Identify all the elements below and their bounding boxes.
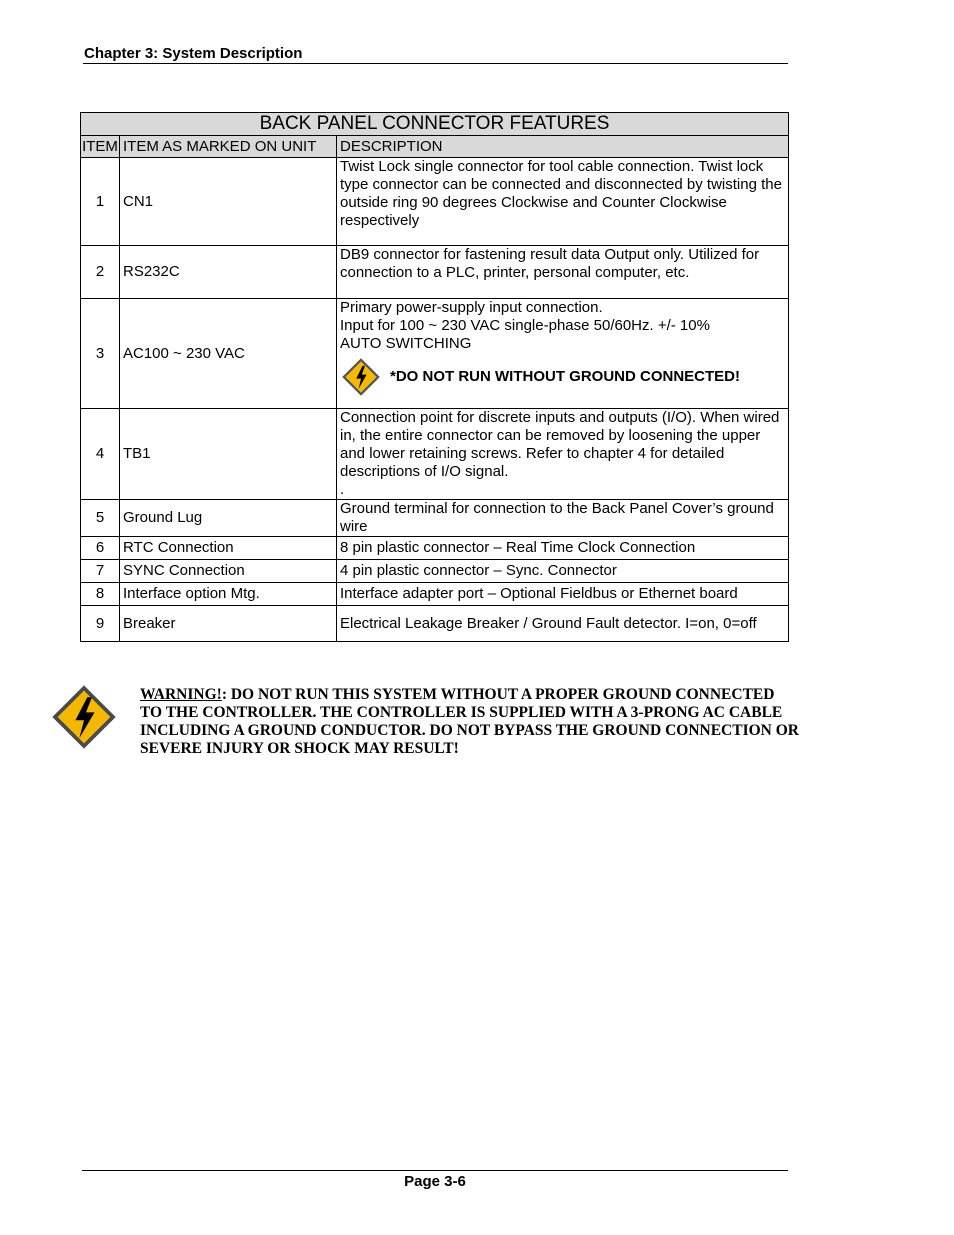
description-line: Primary power-supply input connection. bbox=[340, 299, 603, 316]
ground-warning bbox=[340, 357, 785, 397]
connector-features-table bbox=[80, 112, 789, 642]
item-number: 8 bbox=[81, 583, 120, 606]
description: Interface adapter port – Optional Fieldbus or Ethernet board bbox=[337, 583, 789, 606]
table-row bbox=[81, 409, 789, 500]
table-row bbox=[81, 606, 789, 642]
item-number: 2 bbox=[81, 246, 120, 299]
description-line: Input for 100 ~ 230 VAC single-phase 50/60Hz. +/- 10% bbox=[340, 317, 710, 334]
unit-marking: TB1 bbox=[120, 409, 337, 500]
column-header-marking: ITEM AS MARKED ON UNIT bbox=[120, 136, 337, 158]
item-number: 6 bbox=[81, 537, 120, 560]
column-header-item: ITEM bbox=[81, 136, 120, 158]
ground-warning-paragraph bbox=[140, 686, 800, 758]
ground-warning-text: *DO NOT RUN WITHOUT GROUND CONNECTED! bbox=[390, 368, 740, 385]
electrical-hazard-icon bbox=[340, 357, 382, 397]
table-row bbox=[81, 560, 789, 583]
warning-label: WARNING! bbox=[140, 686, 222, 703]
electrical-hazard-icon bbox=[51, 684, 117, 755]
description: 8 pin plastic connector – Real Time Clock Connection bbox=[337, 537, 789, 560]
item-number: 5 bbox=[81, 500, 120, 537]
unit-marking: SYNC Connection bbox=[120, 560, 337, 583]
item-number: 9 bbox=[81, 606, 120, 642]
table-row bbox=[81, 158, 789, 246]
table-row bbox=[81, 583, 789, 606]
unit-marking: Breaker bbox=[120, 606, 337, 642]
item-number: 4 bbox=[81, 409, 120, 500]
table-title: BACK PANEL CONNECTOR FEATURES bbox=[81, 113, 789, 136]
unit-marking: CN1 bbox=[120, 158, 337, 246]
description-line: AUTO SWITCHING bbox=[340, 335, 472, 352]
description: Electrical Leakage Breaker / Ground Fault detector. I=on, 0=off bbox=[337, 606, 789, 642]
unit-marking: Ground Lug bbox=[120, 500, 337, 537]
warning-text: DO NOT RUN THIS SYSTEM WITHOUT A PROPER GROUND CONNECTED TO THE CONTROLLER. THE CONTROLLER IS SUPPLIED WITH A 3-PRONG AC CABLE INCLUDING A GROUND CONDUCTOR. DO NOT BYPASS THE GROUND CONNECTION OR SEVERE INJURY OR SHOCK MAY RESULT! bbox=[140, 686, 799, 757]
warning-separator: : bbox=[221, 686, 227, 703]
description: 4 pin plastic connector – Sync. Connector bbox=[337, 560, 789, 583]
description-tail: . bbox=[340, 481, 345, 498]
item-number: 1 bbox=[81, 158, 120, 246]
table-row bbox=[81, 537, 789, 560]
unit-marking: Interface option Mtg. bbox=[120, 583, 337, 606]
item-number: 3 bbox=[81, 299, 120, 409]
unit-marking: RS232C bbox=[120, 246, 337, 299]
description-text: Connection point for discrete inputs and outputs (I/O). When wired in, the entire connector can be removed by loosening the upper and lower retaining screws. Refer to chapter 4 for detailed descriptions of I/O signal. bbox=[340, 409, 780, 480]
page-footer bbox=[82, 1170, 788, 1190]
item-number: 7 bbox=[81, 560, 120, 583]
table-row bbox=[81, 299, 789, 409]
unit-marking: RTC Connection bbox=[120, 537, 337, 560]
description: DB9 connector for fastening result data Output only. Utilized for connection to a PLC, printer, personal computer, etc. bbox=[337, 246, 789, 299]
page-number: Page 3-6 bbox=[404, 1173, 466, 1190]
unit-marking: AC100 ~ 230 VAC bbox=[120, 299, 337, 409]
table-row bbox=[81, 500, 789, 537]
chapter-title: Chapter 3: System Description bbox=[84, 45, 303, 62]
description: Twist Lock single connector for tool cable connection. Twist lock type connector can be connected and disconnected by twisting the outside ring 90 degrees Clockwise and Counter Clockwise respectively bbox=[337, 158, 789, 246]
description bbox=[337, 409, 789, 500]
description: Ground terminal for connection to the Back Panel Cover’s ground wire bbox=[337, 500, 789, 537]
table-header-row bbox=[81, 136, 789, 158]
page-header bbox=[83, 45, 788, 64]
column-header-description: DESCRIPTION bbox=[337, 136, 789, 158]
table-row bbox=[81, 246, 789, 299]
description bbox=[337, 299, 789, 409]
